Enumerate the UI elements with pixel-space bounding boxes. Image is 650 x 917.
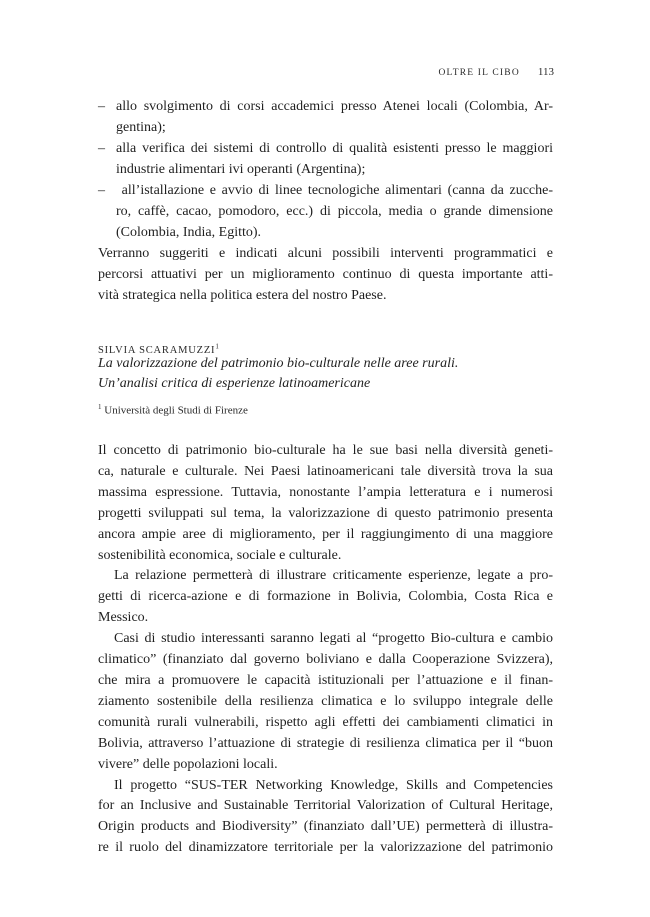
text-line: ancora ampie aree di miglioramento, per il raggiungimento di una maggiore	[98, 526, 553, 542]
footnote-mark: 1	[98, 403, 102, 411]
bullet-item	[116, 97, 553, 139]
text-line: climatico” (finanziato dal governo boliviano e dalla Cooperazione Svizzera),	[98, 652, 553, 668]
section-title-line: La valorizzazione del patrimonio bio-culturale nelle aree rurali.	[98, 356, 459, 371]
bullet-marker: –	[98, 99, 105, 114]
body-paragraph	[98, 629, 553, 775]
bullet-marker: –	[98, 183, 105, 198]
closing-paragraph	[98, 244, 553, 307]
body-paragraph	[98, 566, 553, 629]
footnote	[98, 403, 553, 417]
running-header	[439, 66, 555, 78]
text-line: che mira a promuovere le capacità istituzionali per l’attuazione e il finan-	[98, 672, 553, 688]
text-line: progetti sviluppati sul tema, la valorizzazione di questo patrimonio presenta	[98, 505, 553, 521]
body-text	[98, 441, 553, 859]
text-line: Origin products and Biodiversity” (finanziato dall’UE) permetterà di illustra-	[98, 819, 553, 835]
text-line: getti di ricerca-azione e di formazione in Bolivia, Colombia, Costa Rica e	[98, 589, 553, 605]
bullet-marker: –	[98, 141, 105, 156]
text-line: (Colombia, India, Egitto).	[116, 224, 262, 240]
text-line: massima espressione. Tuttavia, nonostante l’ampia letteratura e i numerosi	[98, 484, 553, 500]
footnote-text: Università degli Studi di Firenze	[104, 404, 248, 417]
text-line: ca, naturale e culturale. Nei Paesi latinoamericani tale diversità trova la sua	[98, 463, 553, 479]
text-line: vivere” delle popolazioni locali.	[98, 756, 278, 772]
text-line: Il concetto di patrimonio bio-culturale ha le sue basi nella diversità geneti-	[98, 443, 553, 458]
text-line: all’istallazione e avvio di linee tecnologiche alimentari (canna da zucche-	[116, 183, 553, 198]
page-number: 113	[537, 66, 554, 78]
author-note-mark: 1	[215, 342, 219, 351]
text-line: sostenibilità economica, sociale e culturale.	[98, 547, 342, 563]
text-line: Verranno suggeriti e indicati alcuni possibili interventi programmatici e	[98, 246, 553, 261]
text-line: alla verifica dei sistemi di controllo di qualità esistenti presso le maggiori	[116, 141, 553, 156]
body-paragraph	[98, 441, 553, 566]
author-name: SILVIA SCARAMUZZI	[98, 345, 216, 356]
text-line: Messico.	[98, 610, 149, 626]
bullet-item	[116, 139, 553, 181]
text-line: industrie alimentari ivi operanti (Argentina);	[116, 161, 366, 177]
text-line: La relazione permetterà di illustrare criticamente esperienze, legate a pro-	[114, 568, 553, 584]
text-line: allo svolgimento di corsi accademici presso Atenei locali (Colombia, Ar-	[116, 99, 553, 114]
text-line: for an Inclusive and Sustainable Territorial Valorization of Cultural Heritage,	[98, 798, 553, 814]
text-line: Il progetto “SUS-TER Networking Knowledge, Skills and Competencies	[114, 777, 553, 793]
text-line: Bolivia, attraverso l’attuazione di strategie di resilienza climatica per il “buon	[98, 735, 553, 751]
text-line: Casi di studio interessanti saranno legati al “progetto Bio-cultura e cambio	[114, 631, 553, 647]
text-line: re il ruolo del dinamizzatore territoriale per la valorizzazione del patrimonio	[98, 840, 553, 856]
text-line: percorsi attuativi per un miglioramento continuo di questa importante atti-	[98, 266, 553, 282]
text-line: comunità rurali vulnerabili, rispetto agli effetti dei cambiamenti climatici in	[98, 714, 553, 730]
text-line: vità strategica nella politica estera del nostro Paese.	[98, 287, 387, 303]
section-title	[98, 354, 553, 393]
bullet-item	[116, 181, 553, 244]
section-title-line: Un’analisi critica di esperienze latinoamericane	[98, 375, 371, 391]
text-line: ro, caffè, cacao, pomodoro, ecc.) di piccola, media o grande dimensione	[116, 203, 553, 219]
running-title: OLTRE IL CIBO	[438, 68, 520, 78]
text-line: gentina);	[116, 119, 166, 135]
text-line: ziamento sostenibile della resilienza climatica e lo sviluppo integrale delle	[98, 693, 553, 709]
body-paragraph	[98, 776, 553, 860]
